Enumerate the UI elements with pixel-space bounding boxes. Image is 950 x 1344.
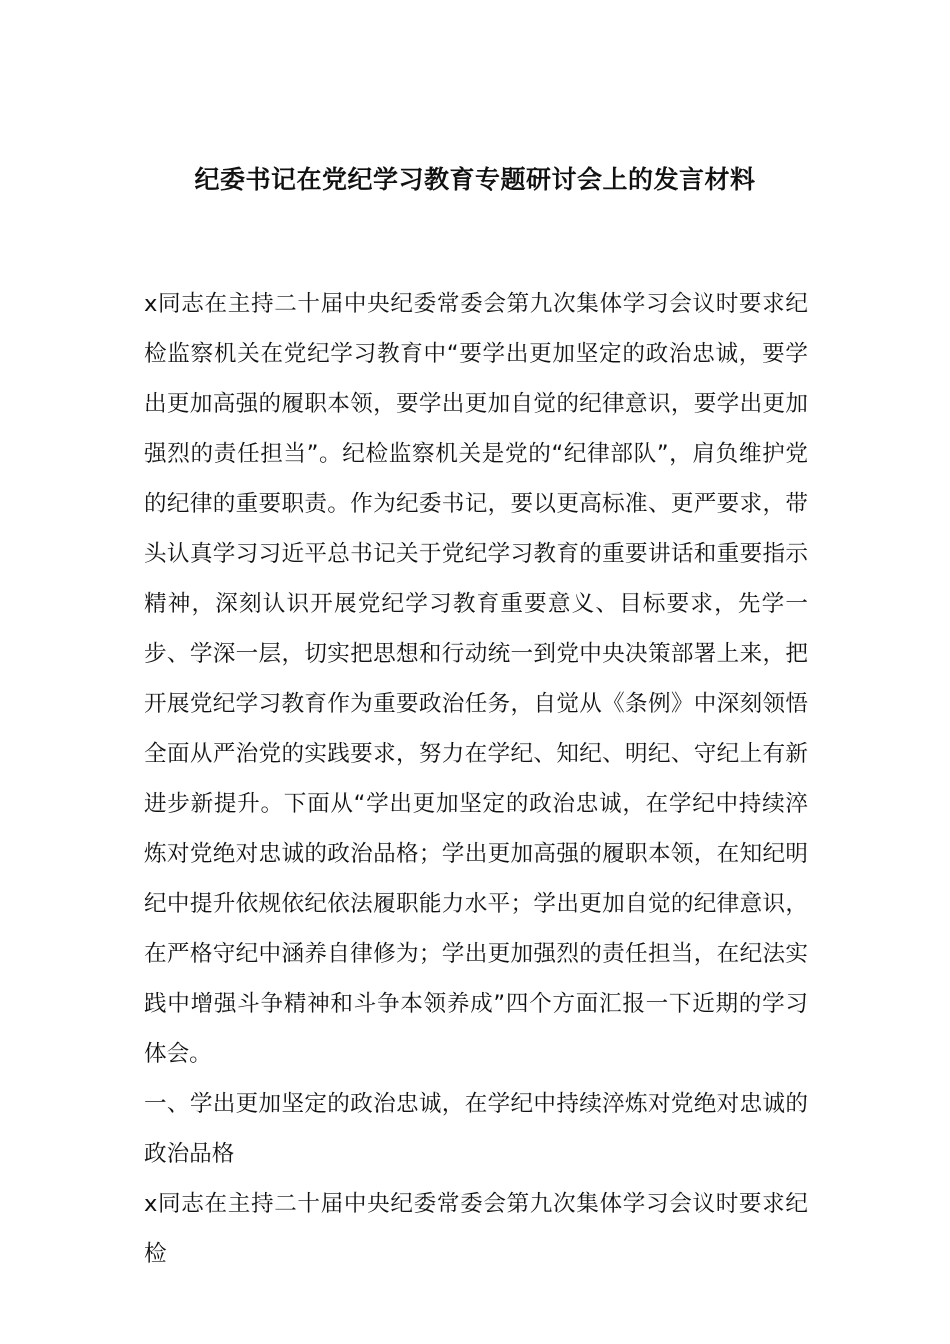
section-heading-1: 一、学出更加坚定的政治忠诚，在学纪中持续淬炼对党绝对忠诚的政治品格 [144,1091,808,1167]
body-paragraph-intro: x同志在主持二十届中央纪委常委会第九次集体学习会议时要求纪检监察机关在党纪学习教育中“要学出更加坚定的政治忠诚，要学出更加高强的履职本领，要学出更加自觉的纪律意识，要学出更加强烈的责任担当”。纪检监察机关是党的“纪律部队”，肩负维护党的纪律的重要职责。作为纪委书记，要以更高标准、更严要求，带头认真学习习近平总书记关于党纪学习教育的重要讲话和重要指示精神，深刻认识开展党纪学习教育重要意义、目标要求，先学一步、学深一层，切实把思想和行动统一到党中央决策部署上来，把开展党纪学习教育作为重要政治任务，自觉从《条例》中深刻领悟全面从严治党的实践要求，努力在学纪、知纪、明纪、守纪上有新进步新提升。下面从“学出更加坚定的政治忠诚，在学纪中持续淬炼对党绝对忠诚的政治品格；学出更加高强的履职本领，在知纪明纪中提升依规依纪依法履职能力水平；学出更加自觉的纪律意识，在严格守纪中涵养自律修为；学出更加强烈的责任担当，在纪法实践中增强斗争精神和斗争本领养成”四个方面汇报一下近期的学习体会。 [144,291,808,1067]
body-paragraph-section-1: x同志在主持二十届中央纪委常委会第九次集体学习会议时要求纪检 [144,1191,808,1267]
document-title: 纪委书记在党纪学习教育专题研讨会上的发言材料 [194,165,756,194]
document-body [144,279,808,1279]
